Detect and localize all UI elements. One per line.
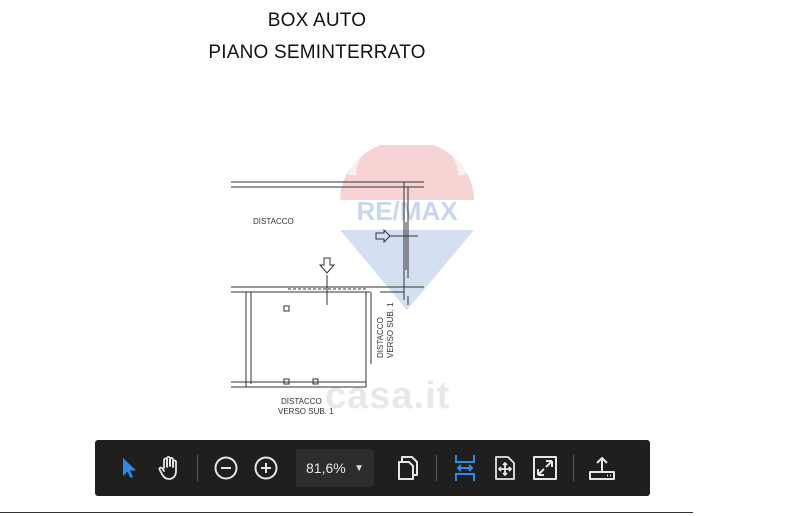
pointer-arrow-icon xyxy=(120,456,138,480)
fullscreen-icon xyxy=(532,455,558,481)
page-title-line2: PIANO SEMINTERRATO xyxy=(208,42,426,63)
page-bottom-rule xyxy=(0,512,693,513)
upload-icon xyxy=(588,455,616,481)
copy-pages-icon xyxy=(396,455,420,481)
pan-tool-button[interactable] xyxy=(149,448,189,488)
label-verso-sub-side: VERSO SUB. 1 xyxy=(386,302,395,358)
zoom-in-button[interactable] xyxy=(246,448,286,488)
chevron-down-icon: ▼ xyxy=(354,462,364,474)
fit-page-button[interactable] xyxy=(485,448,525,488)
page-view-button[interactable] xyxy=(388,448,428,488)
fit-width-button[interactable] xyxy=(445,448,485,488)
zoom-in-icon xyxy=(253,455,279,481)
remax-watermark-text: RE/MAX xyxy=(356,196,458,226)
label-distacco-side: DISTACCO xyxy=(376,317,385,358)
toolbar-separator xyxy=(573,455,574,481)
toolbar-separator xyxy=(436,455,437,481)
fullscreen-button[interactable] xyxy=(525,448,565,488)
zoom-out-icon xyxy=(213,455,239,481)
label-verso-sub-bottom: VERSO SUB. 1 xyxy=(278,407,334,416)
pdf-toolbar xyxy=(95,440,650,496)
page-title-line1: BOX AUTO xyxy=(267,10,367,31)
fit-width-icon xyxy=(452,454,478,482)
label-distacco-bottom: DISTACCO xyxy=(281,397,322,406)
zoom-level-select[interactable] xyxy=(296,449,374,487)
zoom-level-value: 81,6% xyxy=(306,460,346,476)
fit-page-icon xyxy=(493,455,517,481)
zoom-out-button[interactable] xyxy=(206,448,246,488)
label-distacco-top: DISTACCO xyxy=(253,217,294,226)
share-button[interactable] xyxy=(582,448,622,488)
hand-icon xyxy=(156,455,182,481)
casa-watermark: casa.it xyxy=(325,375,451,417)
toolbar-separator xyxy=(197,455,198,481)
select-tool-button[interactable] xyxy=(109,448,149,488)
